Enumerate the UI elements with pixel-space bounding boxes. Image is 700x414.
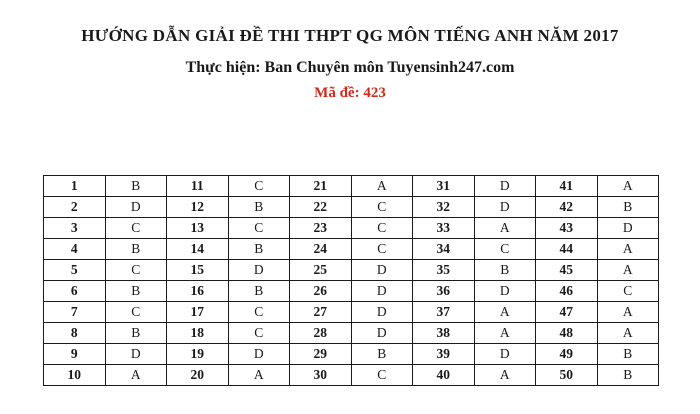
question-number-cell: 37: [413, 302, 475, 323]
question-number-cell: 26: [290, 281, 352, 302]
question-number-cell: 8: [44, 323, 106, 344]
answer-letter-cell: B: [228, 239, 290, 260]
question-number-cell: 2: [44, 197, 106, 218]
question-number-cell: 10: [44, 365, 106, 386]
question-number-cell: 11: [167, 176, 229, 197]
answer-letter-cell: A: [474, 365, 536, 386]
answer-letter-cell: B: [228, 281, 290, 302]
question-number-cell: 20: [167, 365, 229, 386]
question-number-cell: 32: [413, 197, 475, 218]
answer-letter-cell: A: [474, 218, 536, 239]
question-number-cell: 17: [167, 302, 229, 323]
question-number-cell: 33: [413, 218, 475, 239]
question-number-cell: 34: [413, 239, 475, 260]
answer-letter-cell: D: [474, 281, 536, 302]
answer-letter-cell: A: [474, 323, 536, 344]
answer-letter-cell: B: [105, 281, 167, 302]
question-number-cell: 49: [536, 344, 598, 365]
answer-letter-cell: A: [597, 302, 659, 323]
answer-letter-cell: B: [105, 323, 167, 344]
question-number-cell: 43: [536, 218, 598, 239]
table-row: [44, 218, 659, 239]
question-number-cell: 18: [167, 323, 229, 344]
answer-letter-cell: A: [597, 323, 659, 344]
question-number-cell: 6: [44, 281, 106, 302]
table-row: [44, 176, 659, 197]
table-row: [44, 281, 659, 302]
question-number-cell: 47: [536, 302, 598, 323]
answer-letter-cell: B: [474, 260, 536, 281]
question-number-cell: 50: [536, 365, 598, 386]
question-number-cell: 9: [44, 344, 106, 365]
answer-letter-cell: C: [105, 218, 167, 239]
page-subtitle: Thực hiện: Ban Chuyên môn Tuyensinh247.com: [185, 59, 515, 76]
question-number-cell: 12: [167, 197, 229, 218]
exam-code-label: Mã đề: 423: [314, 85, 386, 101]
answer-letter-cell: D: [351, 281, 413, 302]
answer-letter-cell: C: [351, 218, 413, 239]
question-number-cell: 39: [413, 344, 475, 365]
answer-letter-cell: B: [351, 344, 413, 365]
answer-letter-cell: C: [228, 218, 290, 239]
answer-letter-cell: C: [105, 260, 167, 281]
answer-letter-cell: A: [597, 260, 659, 281]
answer-letter-cell: C: [228, 176, 290, 197]
question-number-cell: 3: [44, 218, 106, 239]
page-title: HƯỚNG DẪN GIẢI ĐỀ THI THPT QG MÔN TIẾNG ANH NĂM 2017: [81, 26, 619, 45]
answer-letter-cell: D: [228, 260, 290, 281]
question-number-cell: 28: [290, 323, 352, 344]
table-row: [44, 323, 659, 344]
answer-letter-cell: D: [474, 344, 536, 365]
question-number-cell: 7: [44, 302, 106, 323]
question-number-cell: 45: [536, 260, 598, 281]
answer-letter-cell: A: [351, 176, 413, 197]
answer-letter-cell: C: [597, 281, 659, 302]
answer-letter-cell: A: [474, 302, 536, 323]
question-number-cell: 41: [536, 176, 598, 197]
answer-letter-cell: B: [105, 239, 167, 260]
answer-letter-cell: A: [597, 239, 659, 260]
question-number-cell: 14: [167, 239, 229, 260]
answer-letter-cell: A: [597, 176, 659, 197]
answer-letter-cell: B: [105, 176, 167, 197]
question-number-cell: 5: [44, 260, 106, 281]
question-number-cell: 30: [290, 365, 352, 386]
answer-letter-cell: D: [105, 197, 167, 218]
question-number-cell: 15: [167, 260, 229, 281]
question-number-cell: 23: [290, 218, 352, 239]
answer-table: [43, 175, 659, 386]
table-row: [44, 260, 659, 281]
answer-table-body: [44, 176, 659, 386]
answer-letter-cell: D: [105, 344, 167, 365]
question-number-cell: 1: [44, 176, 106, 197]
answer-letter-cell: B: [228, 197, 290, 218]
question-number-cell: 35: [413, 260, 475, 281]
question-number-cell: 29: [290, 344, 352, 365]
answer-letter-cell: C: [474, 239, 536, 260]
question-number-cell: 4: [44, 239, 106, 260]
answer-letter-cell: C: [351, 239, 413, 260]
table-row: [44, 197, 659, 218]
question-number-cell: 46: [536, 281, 598, 302]
answer-letter-cell: B: [597, 197, 659, 218]
answer-letter-cell: D: [351, 323, 413, 344]
question-number-cell: 40: [413, 365, 475, 386]
question-number-cell: 42: [536, 197, 598, 218]
answer-letter-cell: C: [228, 323, 290, 344]
question-number-cell: 25: [290, 260, 352, 281]
answer-letter-cell: C: [105, 302, 167, 323]
table-row: [44, 344, 659, 365]
table-row: [44, 239, 659, 260]
question-number-cell: 13: [167, 218, 229, 239]
answer-letter-cell: A: [105, 365, 167, 386]
question-number-cell: 48: [536, 323, 598, 344]
answer-letter-cell: C: [228, 302, 290, 323]
question-number-cell: 27: [290, 302, 352, 323]
question-number-cell: 38: [413, 323, 475, 344]
answer-letter-cell: B: [597, 365, 659, 386]
question-number-cell: 22: [290, 197, 352, 218]
question-number-cell: 36: [413, 281, 475, 302]
answer-letter-cell: D: [228, 344, 290, 365]
question-number-cell: 31: [413, 176, 475, 197]
question-number-cell: 21: [290, 176, 352, 197]
question-number-cell: 19: [167, 344, 229, 365]
answer-letter-cell: C: [351, 365, 413, 386]
question-number-cell: 24: [290, 239, 352, 260]
answer-letter-cell: D: [474, 197, 536, 218]
answer-letter-cell: D: [474, 176, 536, 197]
question-number-cell: 44: [536, 239, 598, 260]
answer-letter-cell: B: [597, 344, 659, 365]
answer-letter-cell: A: [228, 365, 290, 386]
answer-letter-cell: D: [351, 302, 413, 323]
answer-letter-cell: C: [351, 197, 413, 218]
table-row: [44, 365, 659, 386]
answer-letter-cell: D: [351, 260, 413, 281]
question-number-cell: 16: [167, 281, 229, 302]
table-row: [44, 302, 659, 323]
answer-letter-cell: D: [597, 218, 659, 239]
